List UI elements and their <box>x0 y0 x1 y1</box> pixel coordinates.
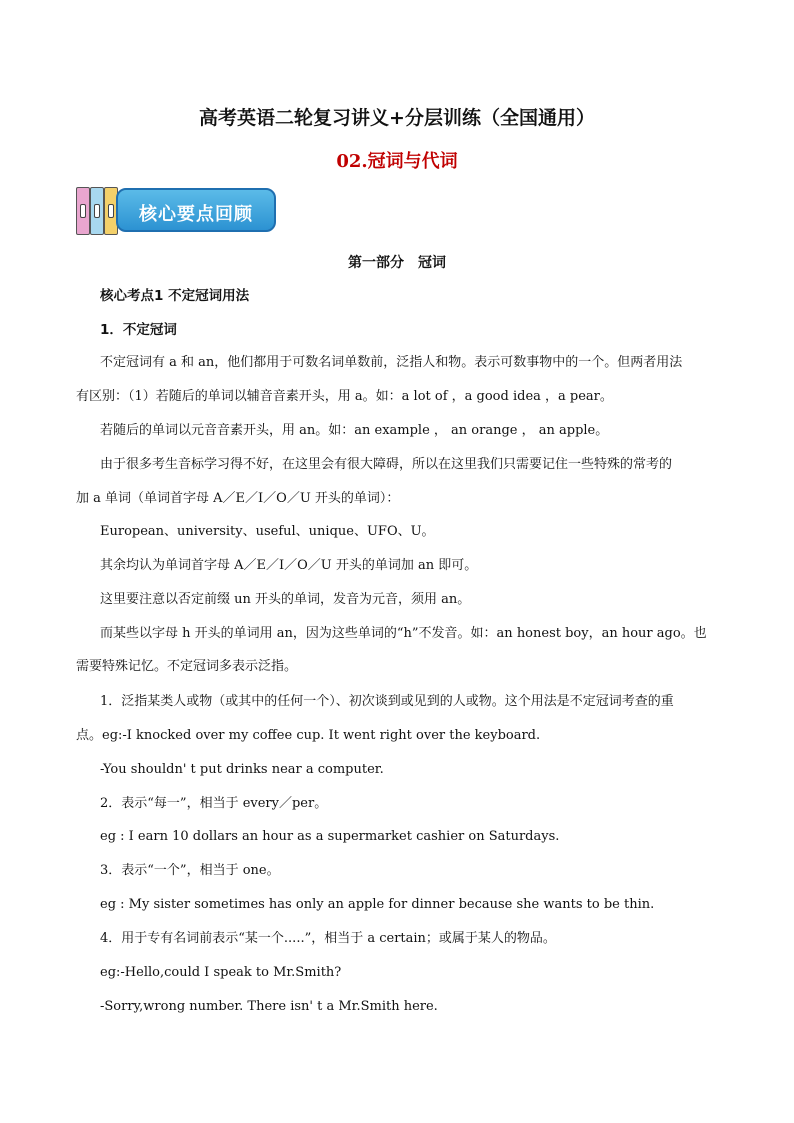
paragraph-line: eg : I earn 10 dollars an hour as a supermarket cashier on Saturdays. <box>100 829 560 844</box>
paragraph-line: 其余均认为单词首字母 A／E／I／O／U 开头的单词加 an 即可。 <box>100 558 478 573</box>
document-title: 高考英语二轮复习讲义+分层训练（全国通用） <box>199 107 595 129</box>
paragraph-line: 4．用于专有名词前表示“某一个.....”，相当于 a certain；或属于某人的物品。 <box>100 931 556 946</box>
section-banner <box>76 186 280 236</box>
paragraph-line: -You shouldn' t put drinks near a computer. <box>100 762 384 777</box>
paragraph-line: 由于很多考生音标学习得不好，在这里会有很大障碍，所以在这里我们只需要记住一些特殊的常考的 <box>100 457 673 472</box>
paragraph-line: 1．泛指某类人或物（或其中的任何一个）、初次谈到或见到的人或物。这个用法是不定冠词考查的重 <box>100 694 674 709</box>
paragraph-line: 3．表示“一个”，相当于 one。 <box>100 863 280 878</box>
paragraph-line: European、university、useful、unique、UFO、U。 <box>100 524 435 539</box>
paragraph-line: 若随后的单词以元音音素开头，用 an。如：an example ， an orange ， an apple。 <box>100 423 609 438</box>
section-heading: 第一部分 冠词 <box>348 255 446 271</box>
paragraph-line: 不定冠词有 a 和 an，他们都用于可数名词单数前，泛指人和物。表示可数事物中的一个。但两者用法 <box>100 355 683 370</box>
paragraph-line: 而某些以字母 h 开头的单词用 an，因为这些单词的“h”不发音。如：an honest boy，an hour ago。也 <box>100 626 707 641</box>
paragraph-line: 点。eg:-I knocked over my coffee cup. It went right over the keyboard. <box>76 728 541 743</box>
paragraph-line: 加 a 单词（单词首字母 A／E／I／O／U 开头的单词）： <box>76 491 400 506</box>
banner-label: 核心要点回顾 <box>139 204 253 225</box>
paragraph-line: 这里要注意以否定前缀 un 开头的单词，发音为元音，须用 an。 <box>100 592 471 607</box>
paragraph-line: eg:-Hello,could I speak to Mr.Smith? <box>100 965 342 980</box>
document-subtitle: 02.冠词与代词 <box>336 151 458 172</box>
paragraph-line: -Sorry,wrong number. There isn' t a Mr.Smith here. <box>100 999 438 1014</box>
binders-icon <box>76 187 120 234</box>
paragraph-line: 需要特殊记忆。不定冠词多表示泛指。 <box>76 659 298 674</box>
subsection-heading: 1．不定冠词 <box>100 322 177 338</box>
paragraph-line: 有区别：（1）若随后的单词以辅音音素开头，用 a。如：a lot of ，a good idea ，a pear。 <box>76 389 613 404</box>
paragraph-line: eg : My sister sometimes has only an apple for dinner because she wants to be thin. <box>100 897 655 912</box>
key-point-heading: 核心考点1 不定冠词用法 <box>100 288 250 304</box>
paragraph-line: 2．表示“每一”，相当于 every／per。 <box>100 796 328 811</box>
